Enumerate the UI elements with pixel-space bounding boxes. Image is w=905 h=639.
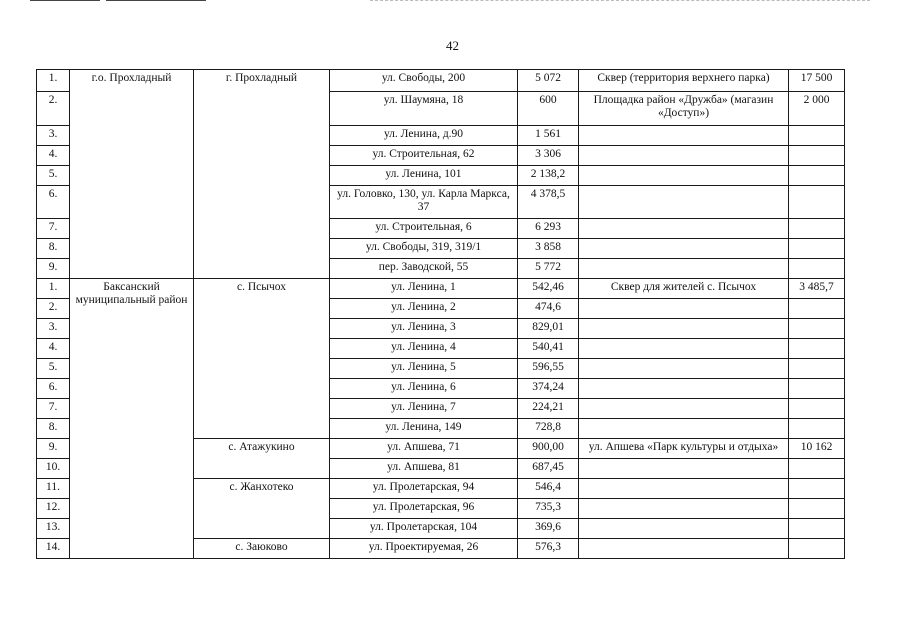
object-cell	[579, 399, 789, 419]
object-cell	[579, 419, 789, 439]
row-number: 4.	[37, 146, 70, 166]
address-cell: ул. Ленина, 5	[330, 359, 518, 379]
row-number: 4.	[37, 339, 70, 359]
address-cell: ул. Ленина, 3	[330, 319, 518, 339]
object-area-cell	[789, 166, 845, 186]
address-cell: ул. Головко, 130, ул. Карла Маркса, 37	[330, 186, 518, 219]
row-number: 9.	[37, 259, 70, 279]
address-cell: ул. Строительная, 62	[330, 146, 518, 166]
area-value-cell: 1 561	[518, 126, 579, 146]
object-area-cell	[789, 219, 845, 239]
address-cell: ул. Проектируемая, 26	[330, 539, 518, 559]
object-area-cell: 10 162	[789, 439, 845, 459]
object-area-cell	[789, 479, 845, 499]
object-cell	[579, 299, 789, 319]
area-value-cell: 546,4	[518, 479, 579, 499]
area-value-cell: 687,45	[518, 459, 579, 479]
object-area-cell	[789, 126, 845, 146]
header-rule	[30, 0, 100, 1]
header-rule	[370, 0, 870, 1]
address-cell: ул. Пролетарская, 94	[330, 479, 518, 499]
area-value-cell: 2 138,2	[518, 166, 579, 186]
area-value-cell: 540,41	[518, 339, 579, 359]
address-cell: пер. Заводской, 55	[330, 259, 518, 279]
object-cell	[579, 186, 789, 219]
area-value-cell: 728,8	[518, 419, 579, 439]
address-cell: ул. Апшева, 71	[330, 439, 518, 459]
object-cell	[579, 259, 789, 279]
object-area-cell	[789, 239, 845, 259]
address-cell: ул. Строительная, 6	[330, 219, 518, 239]
address-cell: ул. Пролетарская, 96	[330, 499, 518, 519]
object-area-cell	[789, 319, 845, 339]
object-area-cell	[789, 379, 845, 399]
address-cell: ул. Апшева, 81	[330, 459, 518, 479]
row-number: 14.	[37, 539, 70, 559]
object-area-cell	[789, 419, 845, 439]
row-number: 8.	[37, 239, 70, 259]
object-area-cell	[789, 459, 845, 479]
row-number: 7.	[37, 219, 70, 239]
object-cell	[579, 166, 789, 186]
area-value-cell: 474,6	[518, 299, 579, 319]
object-cell	[579, 239, 789, 259]
address-cell: ул. Ленина, 149	[330, 419, 518, 439]
row-number: 1.	[37, 279, 70, 299]
object-area-cell	[789, 259, 845, 279]
object-cell: Площадка район «Дружба» (магазин «Доступ»)	[579, 92, 789, 126]
area-value-cell: 735,3	[518, 499, 579, 519]
object-cell	[579, 319, 789, 339]
object-cell	[579, 126, 789, 146]
object-area-cell: 2 000	[789, 92, 845, 126]
area-value-cell: 829,01	[518, 319, 579, 339]
object-cell	[579, 379, 789, 399]
object-cell: Сквер (территория верхнего парка)	[579, 70, 789, 92]
area-value-cell: 5 072	[518, 70, 579, 92]
row-number: 9.	[37, 439, 70, 459]
row-number: 12.	[37, 499, 70, 519]
address-cell: ул. Ленина, 6	[330, 379, 518, 399]
area-value-cell: 576,3	[518, 539, 579, 559]
area-value-cell: 224,21	[518, 399, 579, 419]
settlement-cell: с. Заюково	[194, 539, 330, 559]
row-number: 13.	[37, 519, 70, 539]
address-cell: ул. Ленина, д.90	[330, 126, 518, 146]
row-number: 11.	[37, 479, 70, 499]
address-cell: ул. Ленина, 7	[330, 399, 518, 419]
object-area-cell	[789, 146, 845, 166]
address-cell: ул. Ленина, 1	[330, 279, 518, 299]
area-value-cell: 374,24	[518, 379, 579, 399]
district-cell: г.о. Прохладный	[70, 70, 194, 279]
object-cell	[579, 359, 789, 379]
area-value-cell: 3 306	[518, 146, 579, 166]
address-cell: ул. Шаумяна, 18	[330, 92, 518, 126]
row-number: 3.	[37, 319, 70, 339]
settlement-cell: с. Атажукино	[194, 439, 330, 479]
settlement-cell: с. Псычох	[194, 279, 330, 439]
object-cell	[579, 519, 789, 539]
object-cell	[579, 539, 789, 559]
object-area-cell: 3 485,7	[789, 279, 845, 299]
header-rule	[106, 0, 206, 1]
area-value-cell: 5 772	[518, 259, 579, 279]
object-cell	[579, 459, 789, 479]
object-cell	[579, 146, 789, 166]
address-cell: ул. Ленина, 101	[330, 166, 518, 186]
row-number: 1.	[37, 70, 70, 92]
object-area-cell	[789, 339, 845, 359]
row-number: 2.	[37, 92, 70, 126]
object-area-cell	[789, 186, 845, 219]
row-number: 5.	[37, 359, 70, 379]
object-cell: Сквер для жителей с. Псычох	[579, 279, 789, 299]
area-value-cell: 4 378,5	[518, 186, 579, 219]
area-value-cell: 3 858	[518, 239, 579, 259]
area-value-cell: 600	[518, 92, 579, 126]
object-cell: ул. Апшева «Парк культуры и отдыха»	[579, 439, 789, 459]
object-area-cell	[789, 399, 845, 419]
object-area-cell	[789, 359, 845, 379]
row-number: 8.	[37, 419, 70, 439]
address-cell: ул. Ленина, 4	[330, 339, 518, 359]
object-cell	[579, 499, 789, 519]
object-cell	[579, 479, 789, 499]
object-area-cell: 17 500	[789, 70, 845, 92]
page-number: 42	[446, 38, 459, 53]
district-cell: Баксанский муниципальный район	[70, 279, 194, 559]
object-cell	[579, 339, 789, 359]
address-cell: ул. Пролетарская, 104	[330, 519, 518, 539]
area-value-cell: 900,00	[518, 439, 579, 459]
address-cell: ул. Ленина, 2	[330, 299, 518, 319]
area-value-cell: 6 293	[518, 219, 579, 239]
object-cell	[579, 219, 789, 239]
row-number: 5.	[37, 166, 70, 186]
row-number: 10.	[37, 459, 70, 479]
table-row	[37, 279, 845, 299]
row-number: 6.	[37, 379, 70, 399]
row-number: 6.	[37, 186, 70, 219]
object-area-cell	[789, 539, 845, 559]
object-area-cell	[789, 519, 845, 539]
object-area-cell	[789, 499, 845, 519]
area-value-cell: 369,6	[518, 519, 579, 539]
area-value-cell: 596,55	[518, 359, 579, 379]
address-cell: ул. Свободы, 319, 319/1	[330, 239, 518, 259]
object-area-cell	[789, 299, 845, 319]
row-number: 2.	[37, 299, 70, 319]
area-value-cell: 542,46	[518, 279, 579, 299]
settlement-cell: с. Жанхотеко	[194, 479, 330, 539]
row-number: 7.	[37, 399, 70, 419]
settlement-cell: г. Прохладный	[194, 70, 330, 279]
table-row	[37, 70, 845, 92]
address-cell: ул. Свободы, 200	[330, 70, 518, 92]
row-number: 3.	[37, 126, 70, 146]
territories-table	[36, 69, 845, 559]
